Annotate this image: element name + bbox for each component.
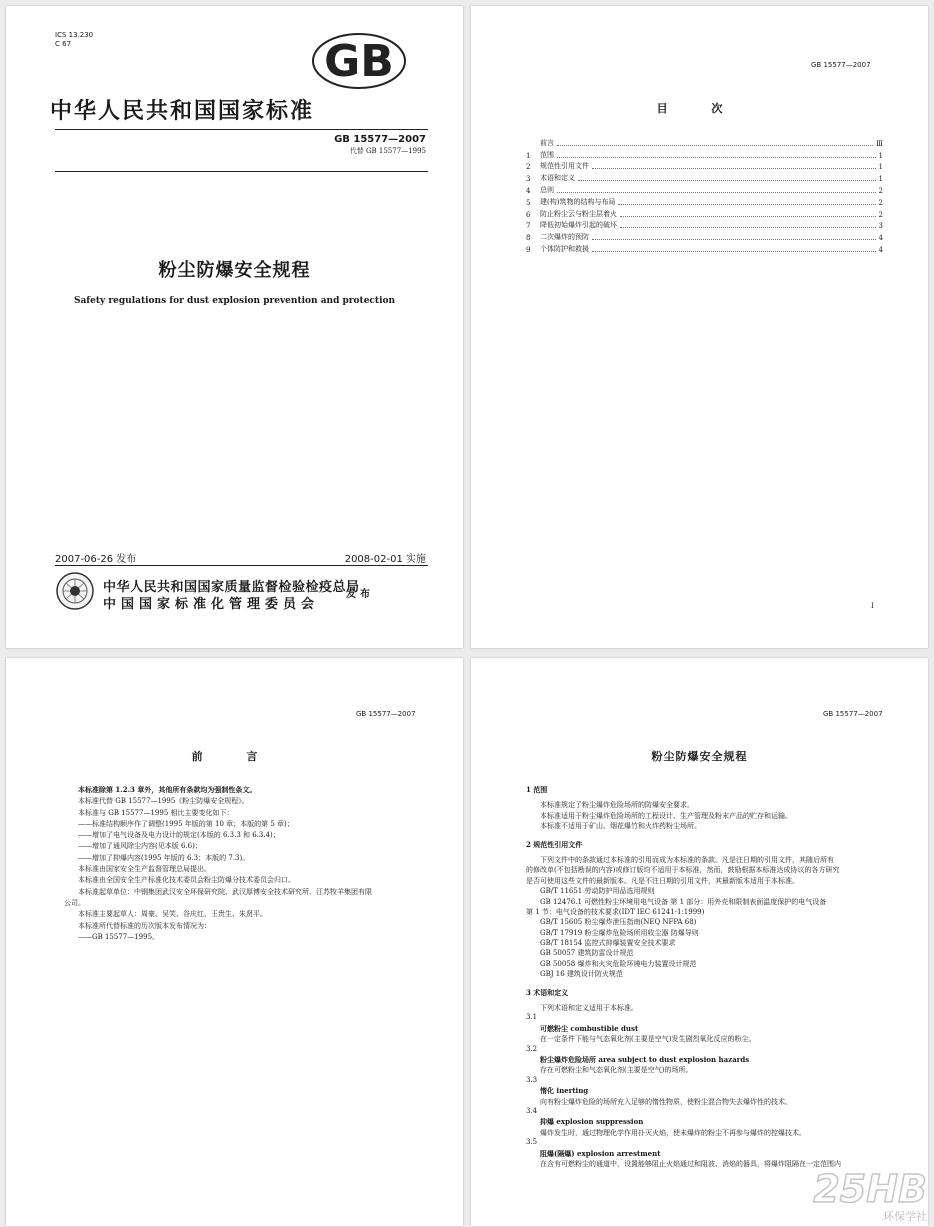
main-body (526, 782, 886, 1169)
toc-list (526, 136, 883, 254)
reference-line: GB 50057 建筑防雷设计规范 (540, 949, 634, 958)
reference-line: GB/T 18154 监控式抑爆装置安全技术要求 (540, 939, 676, 948)
issuer-line-2: 中国国家标准化管理委员会 (103, 597, 320, 612)
foreword-line: ——增加了抑爆内容(1995 年版的 6.3；本版的 7.3)。 (78, 853, 250, 862)
toc-item[interactable]: 4 总则 2 (526, 185, 883, 195)
header-code: GB 15577—2007 (811, 61, 871, 69)
cover-rule-mid (55, 171, 428, 172)
section-heading: 3 术语和定义 (526, 987, 569, 997)
implementation-date: 2008-02-01 实施 (344, 554, 426, 565)
toc-item[interactable]: 9 个体防护和救援 4 (526, 244, 883, 254)
term-number: 3.1 (526, 1013, 538, 1022)
main-body-page (471, 658, 928, 1226)
ics-code: ICS 13.230 (55, 31, 94, 39)
section-heading: 1 范围 (526, 785, 548, 794)
foreword-line: 本标准除第 1.2.3 章外，其他所有条款均为强制性条文。 (78, 785, 257, 794)
reference-line: GB/T 15605 粉尘爆炸泄压指南(NEQ NFPA 68) (540, 918, 697, 927)
reference-line: 第 1 节：电气设备的技术要求(IDT IEC 61241-1:1999) (526, 907, 705, 916)
toc-item[interactable]: 5 建(构)筑物的结构与布局 2 (526, 197, 883, 207)
svg-text:25HB: 25HB (813, 1167, 927, 1211)
reference-line: GBJ 16 建筑设计防火规范 (540, 970, 623, 979)
foreword-line: ——GB 15577—1995。 (78, 932, 160, 941)
body-line: 是否可使用这些文件的最新版本。凡是不注日期的引用文件，其最新版本适用于本标准。 (526, 876, 799, 885)
header-code: GB 15577—2007 (823, 710, 883, 718)
main-title: 粉尘防爆安全规程 (651, 750, 748, 763)
foreword-title: 前 言 (191, 750, 278, 763)
foreword-line: 本标准与 GB 15577—1995 相比主要变化如下： (78, 808, 234, 817)
term-name: 惰化 inerting (540, 1086, 589, 1096)
issuer-seal-icon (55, 571, 95, 611)
foreword-line: 本标准所代替标准的历次版本发布情况为： (78, 921, 211, 930)
term-name: 阻爆(隔爆) explosion arrestment (540, 1148, 661, 1158)
term-definition: 在含有可燃粉尘的通道中，设置能够阻止火焰通过和阻波、消焰的器具，将爆炸阻隔在一定范围内 (540, 1159, 841, 1168)
cover-page (6, 6, 463, 648)
body-line: 的修改单(不包括勘误的内容)或修订版均不适用于本标准，然而，鼓励根据本标准达成协议的各方研究 (526, 866, 840, 875)
foreword-line: ——增加了电气设备及电力设计的规定(本版的 6.3.3 和 6.3.4)； (78, 831, 280, 840)
reference-line: GB 50058 爆炸和火灾危险环境电力装置设计规范 (540, 959, 697, 968)
term-number: 3.4 (526, 1106, 538, 1115)
foreword-line: 本标准代替 GB 15577—1995《粉尘防爆安全规程》。 (78, 797, 249, 806)
section-heading: 2 规范性引用文件 (526, 839, 583, 849)
foreword-line: ——标准结构顺序作了调整(1995 年版的第 10 章；本版的第 5 章)； (78, 819, 294, 828)
body-line: 本标准适用于粉尘爆炸危险场所的工程设计、生产管理及粉末产品的贮存和运输。 (540, 811, 792, 820)
toc-page (471, 6, 928, 648)
term-name: 粉尘爆炸危险场所 area subject to dust explosion hazards (540, 1054, 750, 1064)
toc-item[interactable]: 8 二次爆炸的预防 4 (526, 233, 883, 243)
foreword-line: 本标准由国家安全生产监督管理总局提出。 (78, 865, 211, 874)
cover-rule-top (55, 129, 428, 130)
toc-item[interactable]: 2 规范性引用文件 1 (526, 162, 883, 172)
replaces-standard: 代替 GB 15577—1995 (349, 147, 426, 155)
foreword-line: 本标准主要起草人：周豪、吴笑、谷庆红、王贵生、朱贤平。 (78, 910, 267, 919)
term-definition: 向有粉尘爆炸危险的场所充入足够的惰性物质，使粉尘混合物失去爆炸性的技术。 (540, 1097, 792, 1106)
classification-codes (55, 31, 93, 49)
reference-line: GB/T 17919 粉尘爆炸危险场所用收尘器 防爆导则 (540, 928, 699, 937)
body-line: 本标准规定了粉尘爆炸危险场所的防爆安全要求。 (540, 801, 694, 810)
term-definition: 爆炸发生时，通过物理化学作用扑灭火焰，使未爆炸的粉尘不再参与爆炸的控爆技术。 (540, 1128, 806, 1137)
toc-title: 目 次 (656, 102, 743, 115)
gb-logo-icon (312, 33, 406, 89)
body-line: 本标准不适用于矿山、烟花爆竹和火炸药粉尘场所。 (540, 822, 701, 831)
toc-item[interactable]: 6 防止粉尘云与粉尘层着火 2 (526, 209, 883, 219)
document-title-english: Safety regulations for dust explosion prevention and protection (73, 296, 396, 306)
term-number: 3.5 (526, 1138, 538, 1147)
cover-rule-bottom (55, 565, 428, 566)
term-name: 抑爆 explosion suppression (540, 1117, 644, 1127)
page-number: I (871, 602, 874, 610)
term-definition: 存在可燃粉尘和气态氧化剂(主要是空气)的场所。 (540, 1066, 693, 1075)
term-number: 3.2 (526, 1044, 538, 1053)
site-watermark-logo (795, 1166, 930, 1224)
foreword-line: ——增加了通风除尘内容(见本版 6.6)； (78, 842, 202, 851)
reference-line: GB 12476.1 可燃性粉尘环境用电气设备 第 1 部分：用外壳和限制表面温度保护的电气设备 (540, 897, 827, 906)
term-definition: 在一定条件下能与气态氧化剂(主要是空气)发生剧烈氧化反应的粉尘。 (540, 1035, 756, 1044)
ccs-code: C 67 (55, 40, 72, 48)
issuer-line-1: 中华人民共和国国家质量监督检验检疫总局 (103, 580, 360, 595)
term-number: 3.3 (526, 1075, 538, 1084)
toc-item[interactable]: 7 降低初始爆炸引起的破坏 3 (526, 221, 883, 231)
toc-item[interactable]: 1 范围 1 (526, 150, 883, 160)
document-title: 粉尘防爆安全规程 (158, 260, 311, 281)
publish-label: 发布 (346, 589, 374, 600)
foreword-page (6, 658, 463, 1226)
header-code: GB 15577—2007 (356, 710, 416, 718)
body-line: 下列文件中的条款通过本标准的引用而成为本标准的条款。凡是注日期的引用文件，其随后所有 (540, 855, 834, 864)
standard-number: GB 15577—2007 (334, 134, 426, 145)
term-name: 可燃粉尘 combustible dust (540, 1023, 639, 1033)
toc-item[interactable]: 前言 Ⅲ (540, 138, 883, 148)
toc-item[interactable]: 3 术语和定义 1 (526, 174, 883, 184)
foreword-line: 公司。 (64, 898, 85, 907)
national-standard-title: 中华人民共和国国家标准 (50, 98, 315, 124)
issue-date: 2007-06-26 发布 (55, 554, 137, 565)
body-line: 下列术语和定义适用于本标准。 (540, 1004, 638, 1013)
foreword-line: 本标准由全国安全生产标准化技术委员会粉尘防爆分技术委员会归口。 (78, 876, 295, 885)
foreword-body (64, 785, 416, 943)
foreword-line: 本标准起草单位：中钢集团武汉安全环保研究院、武汉厚博安全技术研究所、江苏牧羊集团有限 (78, 887, 372, 896)
reference-line: GB/T 11651 劳动防护用品选用规则 (540, 887, 655, 896)
svg-text:GB: GB (324, 36, 394, 87)
svg-text:环保学社: 环保学社 (883, 1210, 927, 1223)
